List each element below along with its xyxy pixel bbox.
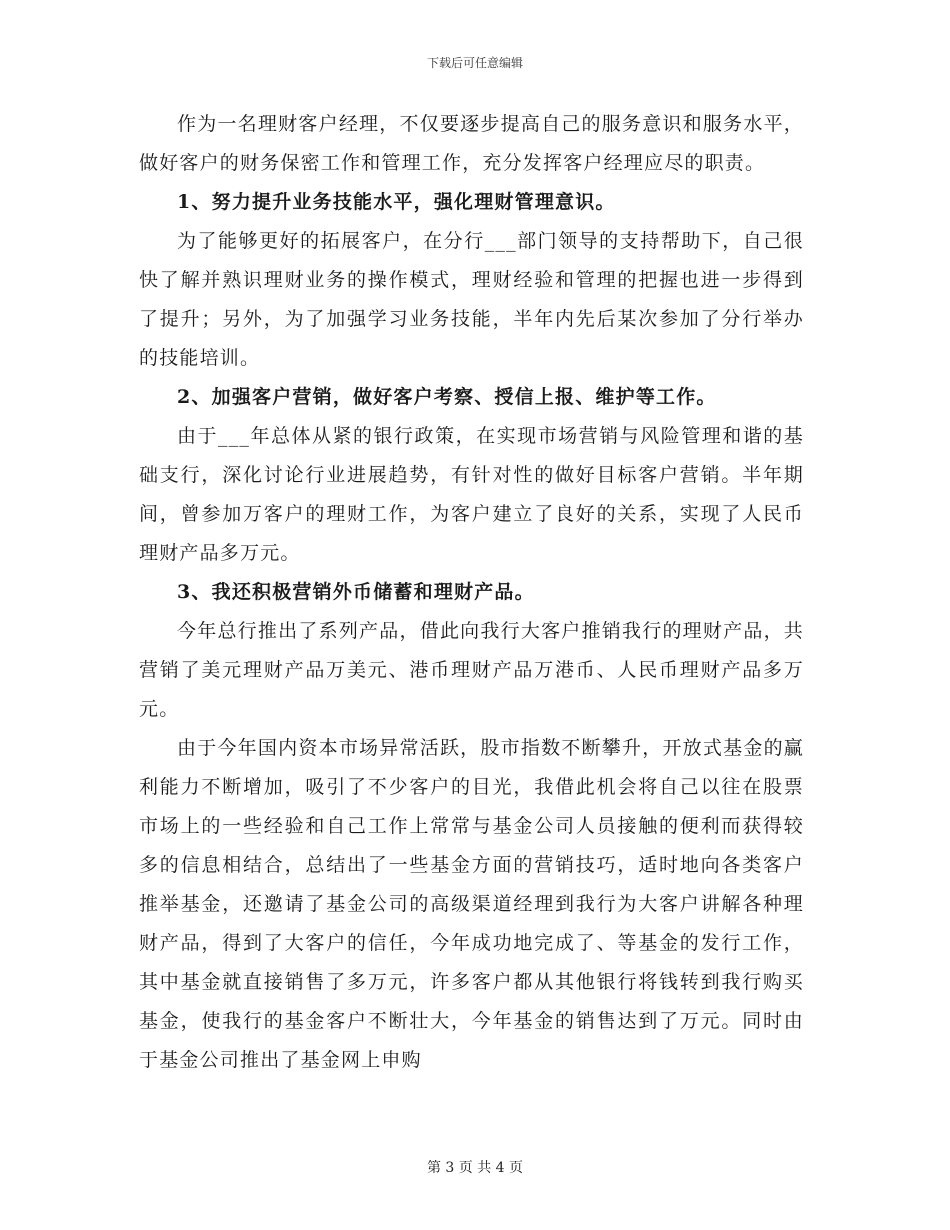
- section-heading-2: 2、加强客户营销，做好客户考察、授信上报、维护等工作。: [177, 386, 717, 408]
- paragraph-funds: 由于今年国内资本市场异常活跃，股市指数不断攀升，开放式基金的赢利能力不断增加，吸引了不少客户的目光，我借此机会将自己以往在股票市场上的一些经验和自己工作上常常与基金公司人员接触的便利而获得较多的信息相结合，总结出了一些基金方面的营销技巧，适时地向各类客户推举基金，还邀请了基金公司的高级渠道经理到我行为大客户讲解各种理财产品，得到了大客户的信任，今年成功地完成了、等基金的发行工作，其中基金就直接销售了多万元，许多客户都从其他银行将钱转到我行购买基金，使我行的基金客户不断壮大，今年基金的销售达到了万元。同时由于基金公司推出了基金网上申购: [139, 737, 804, 1071]
- paragraph-products: 今年总行推出了系列产品，借此向我行大客户推销我行的理财产品，共营销了美元理财产品万美元、港币理财产品万港币、人民币理财产品多万元。: [139, 620, 804, 720]
- document-body: [139, 105, 804, 1080]
- paragraph-intro: 作为一名理财客户经理，不仅要逐步提高自己的服务意识和服务水平，做好客户的财务保密工作和管理工作，充分发挥客户经理应尽的职责。: [139, 113, 804, 174]
- section-heading-1: 1、努力提升业务技能水平，强化理财管理意识。: [177, 191, 616, 213]
- page-number: 第 3 页 共 4 页: [426, 1160, 524, 1176]
- paragraph-skills: 为了能够更好的拓展客户，在分行___部门领导的支持帮助下，自己很快了解并熟识理财业务的操作模式，理财经验和管理的把握也进一步得到了提升；另外，为了加强学习业务技能，半年内先后某次参加了分行举办的技能培训。: [139, 230, 804, 369]
- paragraph-marketing: 由于___年总体从紧的银行政策，在实现市场营销与风险管理和谐的基础支行，深化讨论行业进展趋势，有针对性的做好目标客户营销。半年期间，曾参加万客户的理财工作，为客户建立了良好的关系，实现了人民币理财产品多万元。: [139, 425, 804, 564]
- section-heading-3: 3、我还积极营销外币储蓄和理财产品。: [177, 581, 535, 603]
- page-header-note: 下载后可任意编辑: [426, 56, 523, 70]
